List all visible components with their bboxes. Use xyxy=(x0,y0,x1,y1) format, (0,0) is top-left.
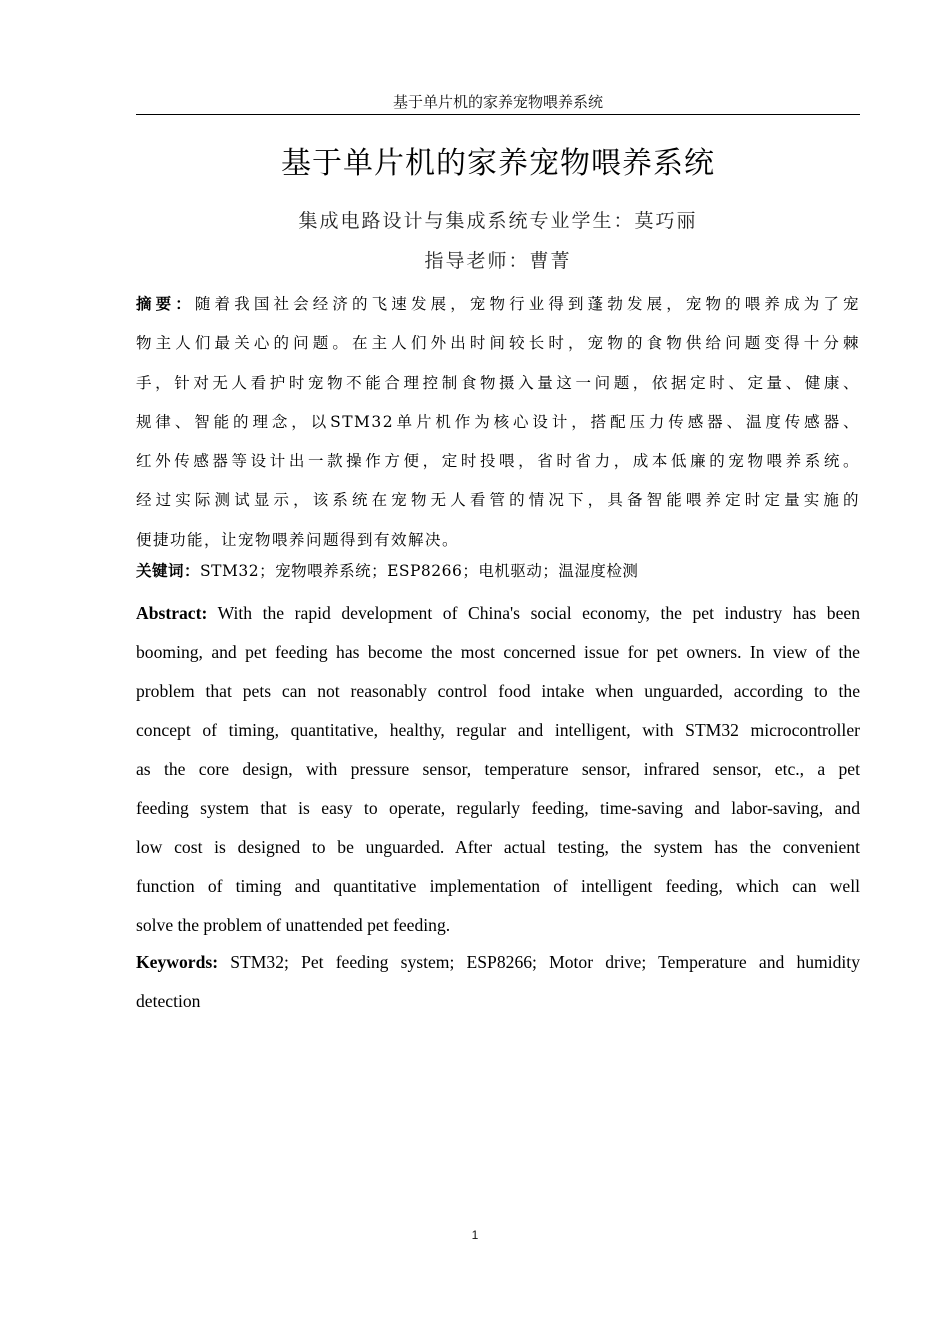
running-header: 基于单片机的家养宠物喂养系统 xyxy=(392,93,603,111)
chinese-abstract xyxy=(136,284,860,560)
cn-abstract-line: 规律、智能的理念，以STM32单片机作为核心设计，搭配压力传感器、温度传感器、 xyxy=(136,412,860,431)
cn-keywords-text: STM32；宠物喂养系统；ESP8266；电机驱动；温湿度检测 xyxy=(200,562,639,580)
english-keywords xyxy=(136,943,860,1021)
en-keywords-line: detection xyxy=(136,991,201,1011)
en-keywords-label: Keywords: xyxy=(136,952,219,972)
cn-abstract-line: 红外传感器等设计出一款操作方便，定时投喂，省时省力，成本低廉的宠物喂养系统。 xyxy=(136,452,860,471)
cn-abstract-line: 经过实际测试显示，该系统在宠物无人看管的情况下，具备智能喂养定时定量实施的 xyxy=(136,491,860,510)
en-abstract-line: function of timing and quantitative implementation of intelligent feeding, which can well xyxy=(136,876,860,896)
en-abstract-line: problem that pets can not reasonably control food intake when unguarded, according to the xyxy=(136,681,860,701)
cn-abstract-line: 便捷功能，让宠物喂养问题得到有效解决。 xyxy=(136,530,460,549)
en-abstract-line: Abstract: With the rapid development of China's social economy, the pet industry has been xyxy=(136,603,860,623)
advisor-line: 指导老师：曹菁 xyxy=(424,250,572,272)
page-number: 1 xyxy=(471,1228,479,1242)
english-abstract xyxy=(136,594,860,945)
en-keywords-line: Keywords: STM32; Pet feeding system; ESP8266; Motor drive; Temperature and humidity xyxy=(136,952,860,972)
en-abstract-label: Abstract: xyxy=(136,603,208,623)
paper-title: 基于单片机的家养宠物喂养系统 xyxy=(281,146,715,181)
author-line: 集成电路设计与集成系统专业学生：莫巧丽 xyxy=(298,210,698,232)
en-abstract-line: solve the problem of unattended pet feeding. xyxy=(136,915,451,935)
en-abstract-line: feeding system that is easy to operate, regularly feeding, time-saving and labor-saving, and xyxy=(136,798,860,818)
en-abstract-line: as the core design, with pressure sensor, temperature sensor, infrared sensor, etc., a pet xyxy=(136,759,860,779)
cn-abstract-line: 手，针对无人看护时宠物不能合理控制食物摄入量这一问题，依据定时、定量、健康、 xyxy=(136,373,860,392)
en-abstract-line: concept of timing, quantitative, healthy, regular and intelligent, with STM32 microcontroller xyxy=(136,720,860,740)
header-rule xyxy=(136,114,860,115)
cn-abstract-line: 物主人们最关心的问题。在主人们外出时间较长时，宠物的食物供给问题变得十分棘 xyxy=(136,334,860,353)
en-abstract-line: booming, and pet feeding has become the most concerned issue for pet owners. In view of the xyxy=(136,642,860,662)
chinese-keywords xyxy=(136,557,860,585)
cn-abstract-label: 摘要： xyxy=(136,294,195,313)
cn-abstract-line: 摘要：随着我国社会经济的飞速发展，宠物行业得到蓬勃发展，宠物的喂养成为了宠 xyxy=(136,294,860,313)
cn-keywords-label: 关键词： xyxy=(136,561,201,580)
en-abstract-line: low cost is designed to be unguarded. After actual testing, the system has the convenient xyxy=(136,837,860,857)
